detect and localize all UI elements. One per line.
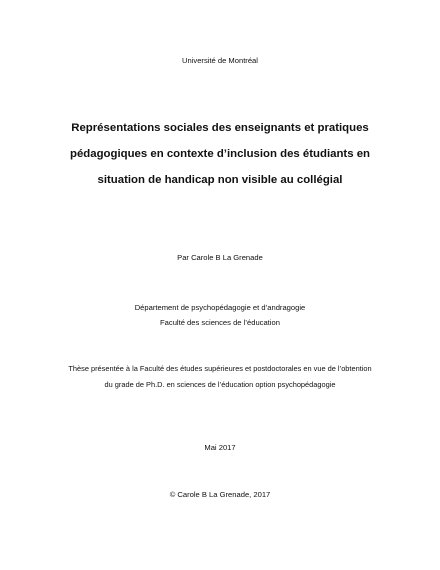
department-line: Département de psychopédagogie et d’andragogie <box>134 303 306 312</box>
title-line-3: situation de handicap non visible au collégial <box>97 174 343 186</box>
author-line: Par Carole B La Grenade <box>177 253 263 262</box>
thesis-title <box>20 115 420 193</box>
title-line-2: pédagogiques en contexte d’inclusion des étudiants en <box>70 148 370 160</box>
copyright-line: © Carole B La Grenade, 2017 <box>169 490 271 499</box>
faculty-line: Faculté des sciences de l’éducation <box>160 318 280 327</box>
title-line-1: Représentations sociales des enseignants et pratiques <box>71 122 369 134</box>
thesis-statement-line-2: du grade de Ph.D. en sciences de l’éducation option psychopédagogie <box>104 380 336 389</box>
date-line: Mai 2017 <box>204 443 236 452</box>
university-name: Université de Montréal <box>182 56 258 65</box>
thesis-statement-line-1: Thèse présentée à la Faculté des études supérieures et postdoctorales en vue de l’obtention <box>68 364 372 373</box>
